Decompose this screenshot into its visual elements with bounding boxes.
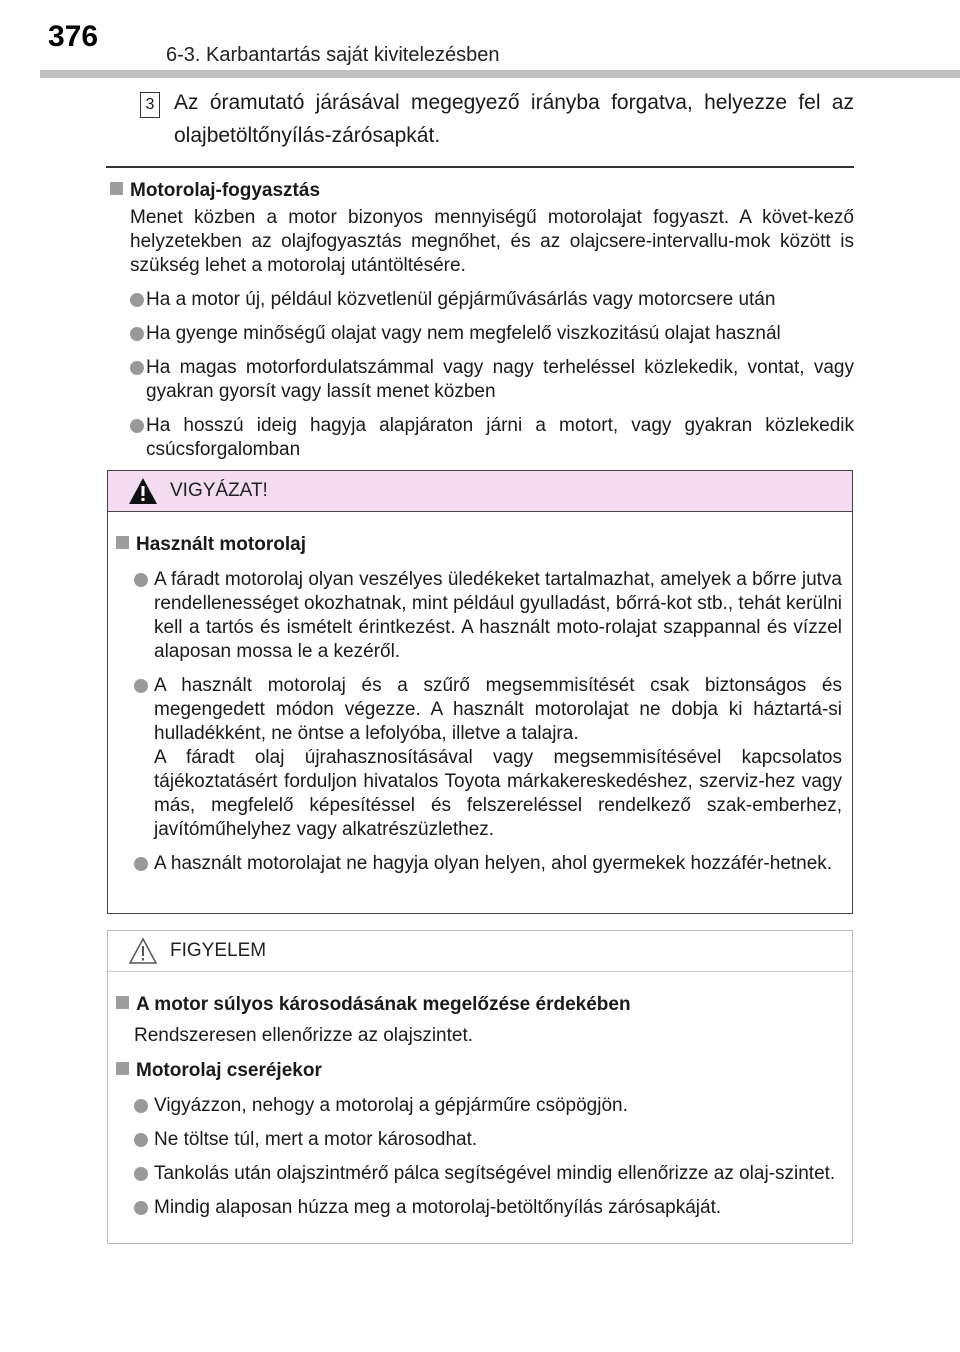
- list-item-text: A használt motorolaj és a szűrő megsemmisítését csak biztonságos és megengedett módon végezze. A használt motorolajat ne dobja ki háztartá-si hulladékként, ne öntse a lefolyóba, illetve a talajra.: [154, 675, 842, 744]
- step-text: Az óramutató járásával megegyező irányba forgatva, helyezze fel az olajbetöltőnyílás-zárósapkát.: [174, 91, 854, 147]
- bullet-dot-icon: [130, 293, 144, 307]
- step-number-box: 3: [140, 92, 160, 118]
- caution-label: VIGYÁZAT!: [170, 480, 268, 501]
- list-item: [134, 674, 842, 842]
- caution-body: [108, 512, 852, 876]
- list-item: [130, 288, 854, 312]
- square-marker-icon: [116, 536, 129, 549]
- list-item: [130, 414, 854, 462]
- list-item-text: A fáradt motorolaj olyan veszélyes üledékeket tartalmazhat, amelyek a bőrre jutva rendellenességet okozhatnak, mint például gyulladást, bőrrá-kot stb., tehát kerülni kell a tartós és ismételt érintkezést. A használt moto-rolajat szappannal és vízzel alaposan mossa le a kezéről.: [154, 569, 842, 662]
- list-item: [134, 1196, 842, 1220]
- consumption-section: [110, 178, 854, 462]
- list-item-text: Tankolás után olajszintmérő pálca segítségével mindig ellenőrizze az olaj-szintet.: [154, 1163, 836, 1184]
- square-marker-icon: [110, 182, 123, 195]
- square-marker-icon: [116, 996, 129, 1009]
- caution-header: [108, 471, 852, 512]
- bullet-dot-icon: [130, 327, 144, 341]
- bullet-dot-icon: [134, 1167, 148, 1181]
- list-item: [134, 852, 842, 876]
- list-item-text: Ha magas motorfordulatszámmal vagy nagy terheléssel közlekedik, vontat, vagy gyakran gyorsít vagy lassít menet közben: [146, 357, 854, 402]
- list-item-extra-text: A fáradt olaj újrahasznosításával vagy megsemmisítésével kapcsolatos tájékoztatásért forduljon hivatalos Toyota márkakereskedéshez, szerviz-hez vagy más, megfelelő képesítéssel és felszereléssel rendelkező szak-emberhez, javítóműhelyhez vagy alkatrészüzlethez.: [154, 747, 842, 840]
- list-item: [134, 1162, 842, 1186]
- consumption-heading-text: Motorolaj-fogyasztás: [130, 180, 321, 201]
- section-divider: [106, 166, 854, 168]
- list-item: [130, 322, 854, 346]
- list-item: [134, 1128, 842, 1152]
- list-item-text: Ha hosszú ideig hagyja alapjáraton járni a motort, vagy gyakran közlekedik csúcsforgalomban: [146, 415, 854, 460]
- list-item-text: Ha a motor új, például közvetlenül gépjárművásárlás vagy motorcsere után: [146, 289, 776, 310]
- bullet-dot-icon: [134, 1201, 148, 1215]
- warning-triangle-icon: [128, 477, 158, 505]
- bullet-dot-icon: [134, 679, 148, 693]
- section-title: 6-3. Karbantartás saját kivitelezésben: [166, 44, 500, 66]
- bullet-dot-icon: [130, 361, 144, 375]
- notice-box: [107, 930, 853, 1244]
- square-marker-icon: [116, 1062, 129, 1075]
- notice-label: FIGYELEM: [170, 940, 267, 961]
- consumption-heading: [110, 178, 854, 204]
- caution-heading-text: Használt motorolaj: [136, 534, 306, 555]
- notice-header: [108, 931, 852, 972]
- page-number: 376: [48, 20, 99, 53]
- consumption-intro: Menet közben a motor bizonyos mennyiségű motorolajat fogyaszt. A követ-kező helyzetekben az olajfogyasztás megnőhet, és az olajcsere-intervallu-mok között is szükség lehet a motorolaj utántöltésére.: [130, 207, 854, 276]
- caution-heading: [116, 532, 842, 558]
- bullet-dot-icon: [134, 573, 148, 587]
- notice-heading-1: [116, 992, 842, 1018]
- notice-heading-2: [116, 1058, 842, 1084]
- step-3: [140, 86, 854, 152]
- list-item-text: Vigyázzon, nehogy a motorolaj a gépjárműre csöpögjön.: [154, 1095, 628, 1116]
- list-item: [134, 1094, 842, 1118]
- notice-para-1: Rendszeresen ellenőrizze az olajszintet.: [134, 1025, 474, 1046]
- warning-triangle-outline-icon: [128, 937, 158, 965]
- list-item: [134, 568, 842, 664]
- list-item: [130, 356, 854, 404]
- bullet-dot-icon: [134, 857, 148, 871]
- bullet-dot-icon: [130, 419, 144, 433]
- bullet-dot-icon: [134, 1133, 148, 1147]
- header-rule: [40, 70, 960, 78]
- bullet-dot-icon: [134, 1099, 148, 1113]
- list-item-text: Ne töltse túl, mert a motor károsodhat.: [154, 1129, 478, 1150]
- list-item-text: A használt motorolajat ne hagyja olyan helyen, ahol gyermekek hozzáfér-hetnek.: [154, 853, 833, 874]
- notice-heading-2-text: Motorolaj cseréjekor: [136, 1060, 322, 1081]
- list-item-text: Ha gyenge minőségű olajat vagy nem megfelelő viszkozitású olajat használ: [146, 323, 781, 344]
- notice-body: [108, 972, 852, 1220]
- notice-heading-1-text: A motor súlyos károsodásának megelőzése érdekében: [136, 994, 631, 1015]
- list-item-text: Mindig alaposan húzza meg a motorolaj-betöltőnyílás zárósapkáját.: [154, 1197, 722, 1218]
- caution-box: [107, 470, 853, 914]
